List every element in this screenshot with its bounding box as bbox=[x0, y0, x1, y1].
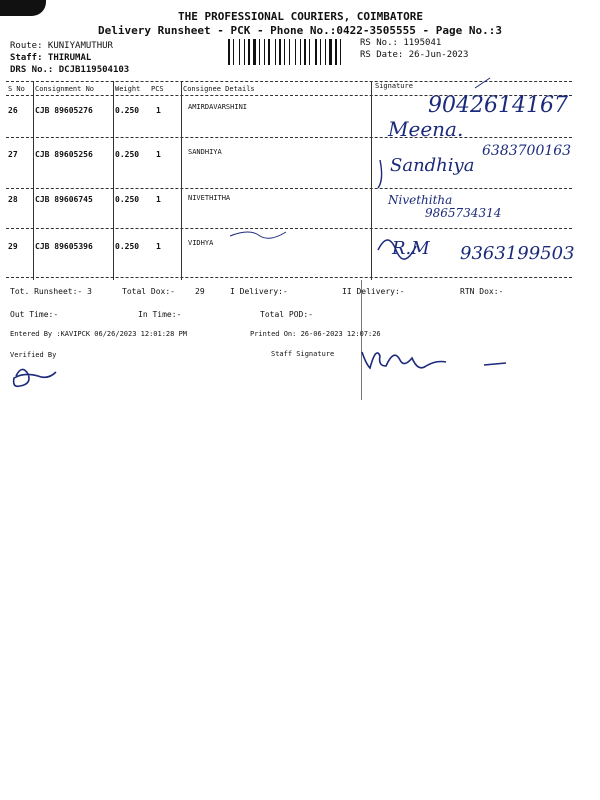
handwritten-phone: 9363199503 bbox=[460, 243, 575, 264]
row-consignment: CJB 89606745 bbox=[35, 195, 93, 204]
row-pcs: 1 bbox=[156, 242, 161, 251]
row-sno: 26 bbox=[8, 106, 18, 115]
in-time-label: In Time:- bbox=[138, 310, 182, 319]
entered-by: Entered By :KAVIPCK 06/26/2023 12:01:28 PM bbox=[10, 330, 188, 338]
handwritten-signature: Nivethitha bbox=[388, 193, 453, 207]
row-sno: 29 bbox=[8, 242, 18, 251]
col-header-sno: S No bbox=[8, 85, 25, 93]
handwritten-signature: R.M bbox=[392, 238, 430, 259]
row-consignment: CJB 89605276 bbox=[35, 106, 93, 115]
total-pod-label: Total POD:- bbox=[260, 310, 313, 319]
row-pcs: 1 bbox=[156, 195, 161, 204]
handwritten-signature: Meena. bbox=[388, 117, 464, 141]
rtn-dox-label: RTN Dox:- bbox=[460, 287, 504, 296]
row-weight: 0.250 bbox=[115, 106, 140, 115]
row-consignee: VIDHYA bbox=[188, 239, 214, 247]
i-delivery-label: I Delivery:- bbox=[230, 287, 288, 296]
rs-date: RS Date: 26-Jun-2023 bbox=[360, 50, 469, 60]
col-header-pcs: PCS bbox=[151, 85, 164, 93]
runsheet-title: Delivery Runsheet - PCK - Phone No.:0422-3505555 - Page No.:3 bbox=[98, 24, 502, 37]
col-header-consignment: Consignment No bbox=[35, 85, 95, 93]
row-weight: 0.250 bbox=[115, 195, 140, 204]
total-dox-value: 29 bbox=[195, 287, 205, 296]
handwritten-phone: 6383700163 bbox=[482, 143, 572, 159]
staff-signature-label: Staff Signature bbox=[271, 350, 335, 358]
row-consignee: NIVETHITHA bbox=[188, 194, 231, 202]
rs-number: RS No.: 1195041 bbox=[360, 38, 442, 48]
row-consignee: AMIRDAVARSHINI bbox=[188, 103, 248, 111]
printed-on: Printed On: 26-06-2023 12:07:26 bbox=[250, 330, 381, 338]
ii-delivery-label: II Delivery:- bbox=[342, 287, 405, 296]
total-runsheet: Tot. Runsheet:- 3 bbox=[10, 287, 92, 296]
handwritten-phone: 9865734314 bbox=[425, 206, 502, 220]
staff-label: Staff: THIRUMAL bbox=[10, 53, 92, 63]
row-pcs: 1 bbox=[156, 150, 161, 159]
col-header-consignee: Consignee Details bbox=[183, 85, 255, 93]
route-label: Route: KUNIYAMUTHUR bbox=[10, 41, 113, 51]
row-weight: 0.250 bbox=[115, 242, 140, 251]
handwritten-signature: Sandhiya bbox=[390, 155, 475, 176]
col-header-weight: Weight bbox=[115, 85, 141, 93]
row-sno: 28 bbox=[8, 195, 18, 204]
row-consignment: CJB 89605256 bbox=[35, 150, 93, 159]
verified-by-label: Verified By bbox=[10, 351, 57, 359]
row-consignee: SANDHIYA bbox=[188, 148, 222, 156]
drs-number: DRS No.: DCJB119504103 bbox=[10, 65, 130, 75]
handwritten-phone: 9042614167 bbox=[428, 93, 568, 118]
out-time-label: Out Time:- bbox=[10, 310, 59, 319]
scan-corner-mark bbox=[0, 0, 46, 16]
row-pcs: 1 bbox=[156, 106, 161, 115]
col-header-signature: Signature bbox=[375, 82, 413, 90]
total-dox-label: Total Dox:- bbox=[122, 287, 175, 296]
row-sno: 27 bbox=[8, 150, 18, 159]
company-name: THE PROFESSIONAL COURIERS, COIMBATORE bbox=[178, 10, 424, 23]
row-weight: 0.250 bbox=[115, 150, 140, 159]
row-consignment: CJB 89605396 bbox=[35, 242, 93, 251]
